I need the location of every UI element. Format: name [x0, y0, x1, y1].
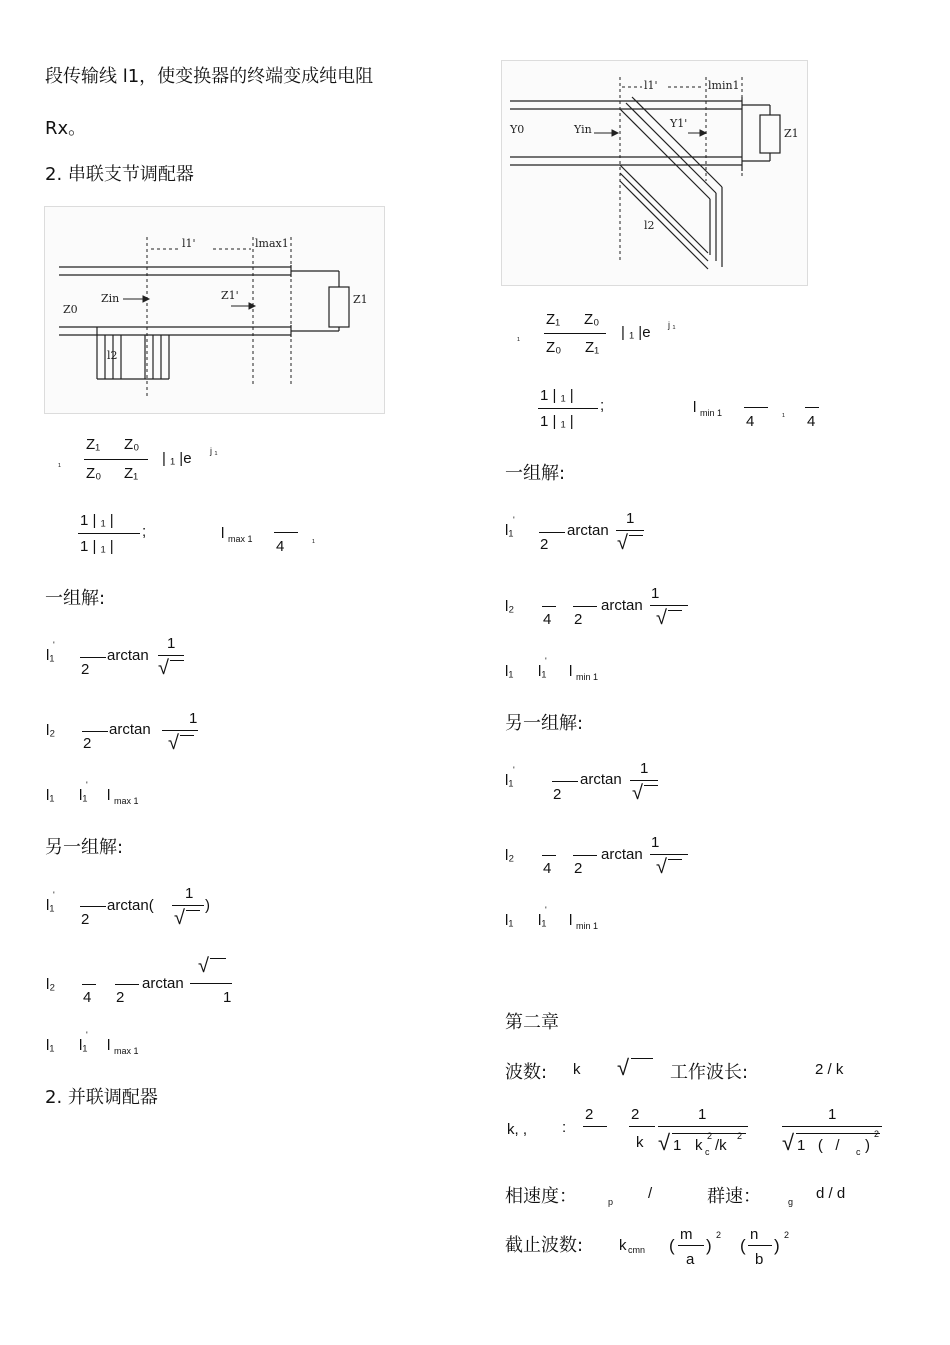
fraction-numerator: Z₁	[546, 311, 561, 328]
sqrt-sign: √	[658, 1130, 671, 1155]
formula-symbol: ₁	[517, 332, 521, 342]
formula-text: arctan	[580, 771, 622, 788]
y0-label: Y0	[510, 123, 525, 136]
fraction-denominator: 2	[81, 911, 90, 928]
formula-text: l₁	[538, 912, 547, 929]
paragraph-text: Rx。	[45, 118, 87, 139]
formula-superscript: '	[545, 656, 547, 666]
formula-text: )	[706, 1236, 712, 1255]
fraction-denominator: 4	[543, 860, 552, 877]
fraction-numerator: 2	[585, 1106, 594, 1123]
fraction-denominator: 2	[540, 536, 549, 553]
formula-superscript: '	[513, 765, 515, 775]
formula-text: (	[669, 1236, 675, 1255]
section-heading: 2. 串联支节调配器	[45, 164, 194, 185]
sqrt-sign: √	[168, 732, 179, 754]
formula-subscript: ₁	[782, 408, 786, 418]
fraction-denominator: 4	[746, 413, 755, 430]
formula-text: l₁	[46, 647, 55, 664]
paragraph-text: 段传输线 l1，使变换器的终端变成纯电阻	[45, 66, 374, 87]
l2-label: l2	[644, 219, 655, 232]
formula-label: 相速度：	[505, 1186, 577, 1207]
formula-text: arctan	[601, 597, 643, 614]
parallel-stub-svg	[502, 61, 807, 285]
formula-superscript: 2	[784, 1230, 790, 1240]
formula-text: 1	[673, 1137, 682, 1154]
z1-load-label: Z1	[784, 127, 799, 140]
formula-text: l₁	[505, 912, 514, 929]
formula-subscript: cmn	[628, 1245, 646, 1255]
fraction-denominator: 1 | ₁ |	[540, 413, 574, 430]
fraction-numerator: Z₁	[86, 436, 101, 453]
parallel-stub-diagram	[501, 60, 808, 286]
formula-subscript: ₁	[312, 534, 316, 544]
sqrt-sign: √	[632, 782, 643, 804]
formula-superscript: 2	[716, 1230, 722, 1240]
fraction-numerator: 2	[631, 1106, 640, 1123]
formula-text: k, ,	[507, 1121, 528, 1138]
formula-subscript: c	[705, 1147, 710, 1157]
z0-label: Z0	[63, 303, 78, 316]
fraction-denominator: Z₁	[124, 465, 139, 482]
chapter-heading: 第二章	[505, 1012, 559, 1033]
l1-prime-label: l1'	[182, 237, 196, 250]
fraction-denominator: 4	[276, 538, 285, 555]
fraction-numerator: 1	[185, 885, 194, 902]
fraction-denominator: a	[686, 1251, 695, 1268]
lmax-label: lmax1	[255, 237, 289, 250]
formula-text: l₁	[538, 663, 547, 680]
fraction-denominator: b	[755, 1251, 764, 1268]
fraction-denominator: 4	[83, 989, 92, 1006]
fraction-denominator: 2	[81, 661, 90, 678]
formula-text: l	[693, 399, 697, 416]
formula-superscript: '	[53, 640, 55, 650]
formula-superscript: '	[53, 890, 55, 900]
sqrt-sign: √	[782, 1130, 795, 1155]
fraction-numerator: 1	[698, 1106, 707, 1123]
section-heading: 2. 并联调配器	[45, 1087, 158, 1108]
formula-text: l₁	[505, 522, 514, 539]
l2-label: l2	[107, 349, 118, 362]
formula-subscript: max 1	[114, 796, 139, 806]
formula-subscript: max 1	[228, 534, 253, 544]
formula-superscript: '	[545, 905, 547, 915]
formula-label: 波数:	[505, 1062, 548, 1083]
formula-text: (	[740, 1236, 746, 1255]
formula-text: l₁	[505, 663, 514, 680]
formula-text: /k	[715, 1137, 727, 1154]
l1-prime-label: l1'	[644, 79, 658, 92]
formula-superscript: j ₁	[210, 446, 218, 456]
series-stub-diagram	[44, 206, 385, 414]
fraction-numerator: m	[680, 1226, 693, 1243]
formula-subscript: min 1	[576, 672, 599, 682]
sqrt-sign: √	[198, 955, 209, 977]
formula-text: l₁	[79, 787, 88, 804]
formula-text: l₁	[46, 897, 55, 914]
formula-text: l₁	[46, 1037, 55, 1054]
formula-text: k	[695, 1137, 703, 1154]
fraction-numerator: 1	[640, 760, 649, 777]
formula-subscript: max 1	[114, 1046, 139, 1056]
formula-superscript: 2	[737, 1131, 743, 1141]
formula-text: arctan	[109, 721, 151, 738]
formula-text: /	[648, 1185, 653, 1202]
fraction-numerator: 1	[651, 585, 660, 602]
formula-subscript: min 1	[576, 921, 599, 931]
yin-label: Yin	[574, 123, 592, 136]
formula-label: 工作波长:	[670, 1062, 749, 1083]
formula-text: arctan	[142, 975, 184, 992]
formula-text: l	[221, 525, 225, 542]
formula-text: l	[107, 1037, 111, 1054]
formula-superscript: j ₁	[668, 320, 676, 330]
formula-text: l₂	[46, 976, 56, 993]
formula-text: | ₁ |e	[621, 324, 651, 341]
formula-text: arctan	[107, 647, 149, 664]
formula-text: 2 / k	[815, 1061, 844, 1078]
fraction-denominator: Z₁	[585, 339, 600, 356]
formula-subscript: min 1	[700, 408, 723, 418]
formula-text: arctan(	[107, 897, 154, 914]
formula-text: d / d	[816, 1185, 846, 1202]
solution-heading: 一组解:	[505, 463, 566, 484]
formula-label: 截止波数:	[505, 1235, 584, 1256]
fraction-denominator: 2	[116, 989, 125, 1006]
fraction-numerator: 1	[167, 635, 176, 652]
fraction-denominator: 2	[574, 860, 583, 877]
formula-text: l₂	[46, 722, 56, 739]
fraction-numerator: 1	[626, 510, 635, 527]
formula-text: l₂	[505, 598, 515, 615]
fraction-numerator: 1	[828, 1106, 837, 1123]
formula-text: k	[619, 1237, 627, 1254]
sqrt-sign: √	[174, 907, 185, 929]
y1-prime-label: Y1'	[670, 117, 688, 130]
fraction-numerator: 1 | ₁ |	[540, 387, 574, 404]
sqrt-sign: √	[158, 657, 169, 679]
fraction-denominator: k	[636, 1134, 644, 1151]
formula-text: l₁	[79, 1037, 88, 1054]
formula-symbol: ₁	[58, 458, 62, 468]
lmin-label: lmin1	[708, 79, 740, 92]
formula-text: 1 ( /	[797, 1137, 853, 1154]
fraction-denominator: 2	[553, 786, 562, 803]
formula-text: k	[573, 1061, 581, 1078]
formula-text: arctan	[601, 846, 643, 863]
series-stub-svg	[45, 207, 384, 413]
zin-label: Zin	[101, 292, 120, 305]
formula-text: l₁	[46, 787, 55, 804]
fraction-denominator: 1 | ₁ |	[80, 538, 114, 555]
formula-text: l	[107, 787, 111, 804]
sqrt-sign: √	[617, 532, 628, 554]
formula-text: l	[569, 663, 573, 680]
formula-subscript: c	[856, 1147, 861, 1157]
fraction-denominator: 4	[807, 413, 816, 430]
formula-text: )	[205, 897, 210, 914]
formula-text: ;	[600, 397, 605, 414]
z1-prime-label: Z1'	[221, 289, 239, 302]
fraction-numerator: Z₀	[584, 311, 600, 328]
formula-text: l	[569, 912, 573, 929]
fraction-denominator: Z₀	[546, 339, 562, 356]
formula-subscript: p	[608, 1197, 614, 1207]
sqrt-sign: √	[617, 1055, 630, 1080]
fraction-numerator: n	[750, 1226, 759, 1243]
solution-heading: 另一组解:	[505, 713, 584, 734]
formula-text: )	[865, 1137, 870, 1154]
fraction-denominator: 1	[223, 989, 232, 1006]
fraction-denominator: 2	[574, 611, 583, 628]
formula-label: 群速：	[707, 1186, 761, 1207]
fraction-denominator: 2	[83, 735, 92, 752]
solution-heading: 一组解:	[45, 588, 106, 609]
formula-superscript: '	[86, 1030, 88, 1040]
formula-subscript: g	[788, 1197, 794, 1207]
formula-superscript: 2	[707, 1131, 713, 1141]
sqrt-sign: √	[656, 607, 667, 629]
formula-text: l₁	[505, 772, 514, 789]
formula-superscript: '	[513, 515, 515, 525]
fraction-numerator: Z₀	[124, 436, 140, 453]
formula-superscript: 2	[874, 1129, 880, 1139]
formula-text: arctan	[567, 522, 609, 539]
fraction-numerator: 1	[651, 834, 660, 851]
formula-text: | ₁ |e	[162, 450, 192, 467]
solution-heading: 另一组解:	[45, 837, 124, 858]
fraction-numerator: 1	[189, 710, 198, 727]
z1-load-label: Z1	[353, 293, 368, 306]
formula-text: l₂	[505, 847, 515, 864]
sqrt-sign: √	[656, 856, 667, 878]
formula-superscript: '	[86, 780, 88, 790]
fraction-denominator: 4	[543, 611, 552, 628]
formula-text: )	[774, 1236, 780, 1255]
formula-text: ;	[142, 523, 147, 540]
fraction-denominator: Z₀	[86, 465, 102, 482]
formula-text: :	[562, 1119, 567, 1136]
fraction-numerator: 1 | ₁ |	[80, 512, 114, 529]
